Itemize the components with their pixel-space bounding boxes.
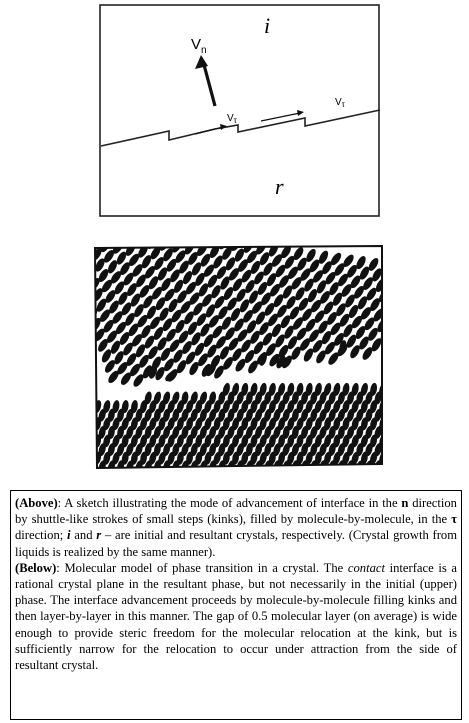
caption-below-label: (Below) — [15, 560, 57, 575]
molecule — [120, 244, 134, 247]
molecule — [231, 468, 240, 470]
molecule — [369, 468, 377, 470]
molecule — [167, 468, 176, 470]
molecule — [259, 468, 268, 470]
molecule — [277, 468, 286, 470]
molecule — [305, 468, 313, 470]
molecule — [222, 468, 231, 470]
molecule — [360, 468, 369, 470]
step-arrow-head-2 — [297, 110, 304, 116]
molecule — [295, 468, 305, 470]
molecule — [383, 425, 384, 439]
figure-caption — [10, 490, 462, 720]
molecule — [323, 468, 332, 470]
label-step-velocity-2: $V_\tau$ — [335, 97, 345, 109]
normal-velocity-arrow — [203, 61, 215, 106]
molecule — [383, 391, 384, 405]
molecule — [286, 468, 295, 470]
molecule — [378, 468, 384, 470]
caption-above-label: (Above) — [15, 496, 58, 510]
label-step-velocity-1: $V_\tau$ — [227, 113, 237, 125]
molecule — [350, 468, 360, 470]
interface-sketch — [99, 3, 381, 218]
molecule — [185, 468, 194, 470]
molecule — [213, 468, 222, 470]
molecule — [139, 468, 148, 470]
molecule — [240, 468, 250, 470]
molecule — [176, 468, 185, 470]
interface-line — [101, 110, 380, 146]
molecule — [383, 460, 384, 470]
label-initial-crystal: i — [264, 13, 271, 38]
molecule — [204, 468, 213, 470]
molecule — [148, 468, 158, 470]
molecule — [333, 468, 341, 470]
step-velocity-arrow-1 — [195, 127, 223, 134]
label-normal-velocity: $V_n$ — [191, 36, 207, 56]
caption-above: (Above): A sketch illustrating the mode of advancement of interface in the n direction by shuttle-like strokes of small steps (kinks), filled by molecule-by-molecule, in the τ direction; i and r – are initial and resultant crystals, respectively. (Crystal growth from liquids is realized by the same manner). — [15, 496, 457, 559]
molecule — [108, 244, 121, 245]
molecule — [194, 468, 204, 470]
molecular-model — [93, 244, 384, 470]
sketch-frame — [100, 5, 379, 216]
molecule — [130, 468, 139, 470]
molecule — [93, 255, 94, 271]
molecule — [179, 244, 192, 245]
caption-below: (Below): Molecular model of phase transition in a crystal. The contact interface is a rational crystal plane in the resultant phase, but not necessarily in the initial (upper) phase. The interface advancement proceeds by molecule-by-molecule filling kinks and then layer-by-layer in this manner. The gap of 0.5 molecular layer (on average) is wide enough to provide steric freedom for the molecular relocation at the kink, but is sufficiently narrow for the relocation to occur under attraction from the side of resultant crystal. — [15, 560, 458, 673]
molecule — [314, 468, 323, 470]
molecule — [341, 468, 350, 470]
molecule — [158, 468, 167, 470]
molecule — [383, 408, 384, 422]
label-resultant-crystal: r — [275, 174, 284, 199]
molecule — [268, 468, 278, 470]
molecule — [249, 468, 258, 470]
